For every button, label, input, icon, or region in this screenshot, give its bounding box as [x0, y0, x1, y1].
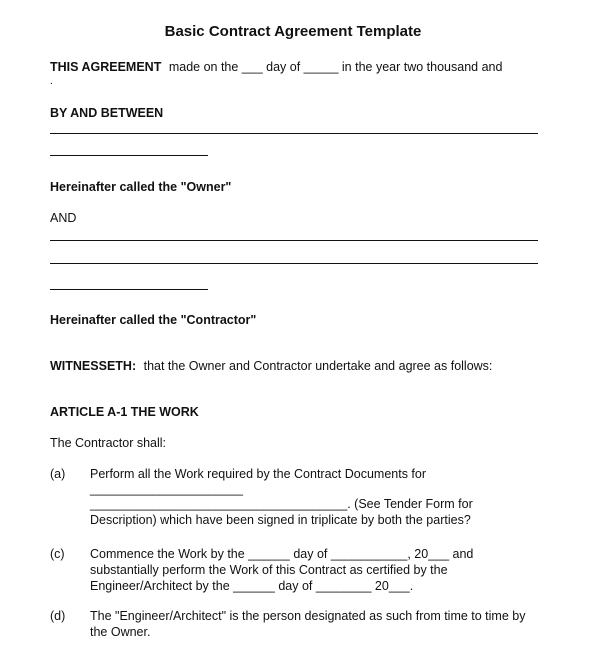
witnesseth-lead: WITNESSETH:: [50, 359, 137, 373]
agreement-lead: THIS AGREEMENT: [50, 60, 162, 74]
document-title: Basic Contract Agreement Template: [164, 23, 422, 40]
list-item-text: The "Engineer/Architect" is the person designated as such from time to time by: [90, 609, 526, 623]
agreement-text: made on the ___ day of _____ in the year two thousand and: [168, 60, 503, 74]
list-item-text: substantially perform the Work of this Contract as certified by the: [90, 563, 448, 577]
list-item-text: the Owner.: [90, 625, 151, 639]
list-item-text: Commence the Work by the ______ day of ___________, 20___ and: [90, 547, 474, 561]
agreement-line: [50, 60, 502, 74]
list-item-text-rest: . (See Tender Form for: [347, 497, 473, 511]
list-item-marker: (d): [50, 609, 66, 623]
by-and-between-heading: BY AND BETWEEN: [50, 106, 164, 120]
contractor-name-blank-2: [50, 263, 538, 264]
list-item-text: [90, 497, 473, 511]
list-item-text: Description) which have been signed in triplicate by both the parties?: [90, 513, 471, 527]
contractor-name-blank-1: [50, 240, 538, 241]
and-label: AND: [50, 211, 77, 225]
list-item-marker: (a): [50, 467, 66, 481]
contractor-label: Hereinafter called the "Contractor": [50, 313, 257, 327]
list-item-text: Engineer/Architect by the ______ day of ________ 20___.: [90, 579, 414, 593]
witnesseth-text: that the Owner and Contractor undertake and agree as follows:: [143, 359, 493, 373]
article-heading: ARTICLE A-1 THE WORK: [50, 405, 199, 419]
agreement-dot: .: [50, 76, 53, 87]
contractor-shall-text: The Contractor shall:: [50, 436, 167, 450]
witnesseth-line: [50, 359, 492, 373]
list-item-marker: (c): [50, 547, 65, 561]
owner-name-blank-1: [50, 133, 538, 134]
owner-label: Hereinafter called the "Owner": [50, 180, 232, 194]
list-item-text: Perform all the Work required by the Contract Documents for: [90, 467, 427, 481]
owner-name-blank-2: [50, 155, 208, 156]
contractor-name-blank-3: [50, 289, 208, 290]
list-item-blank: ______________________: [90, 482, 243, 496]
list-item-blank: _____________________________________: [90, 497, 348, 511]
